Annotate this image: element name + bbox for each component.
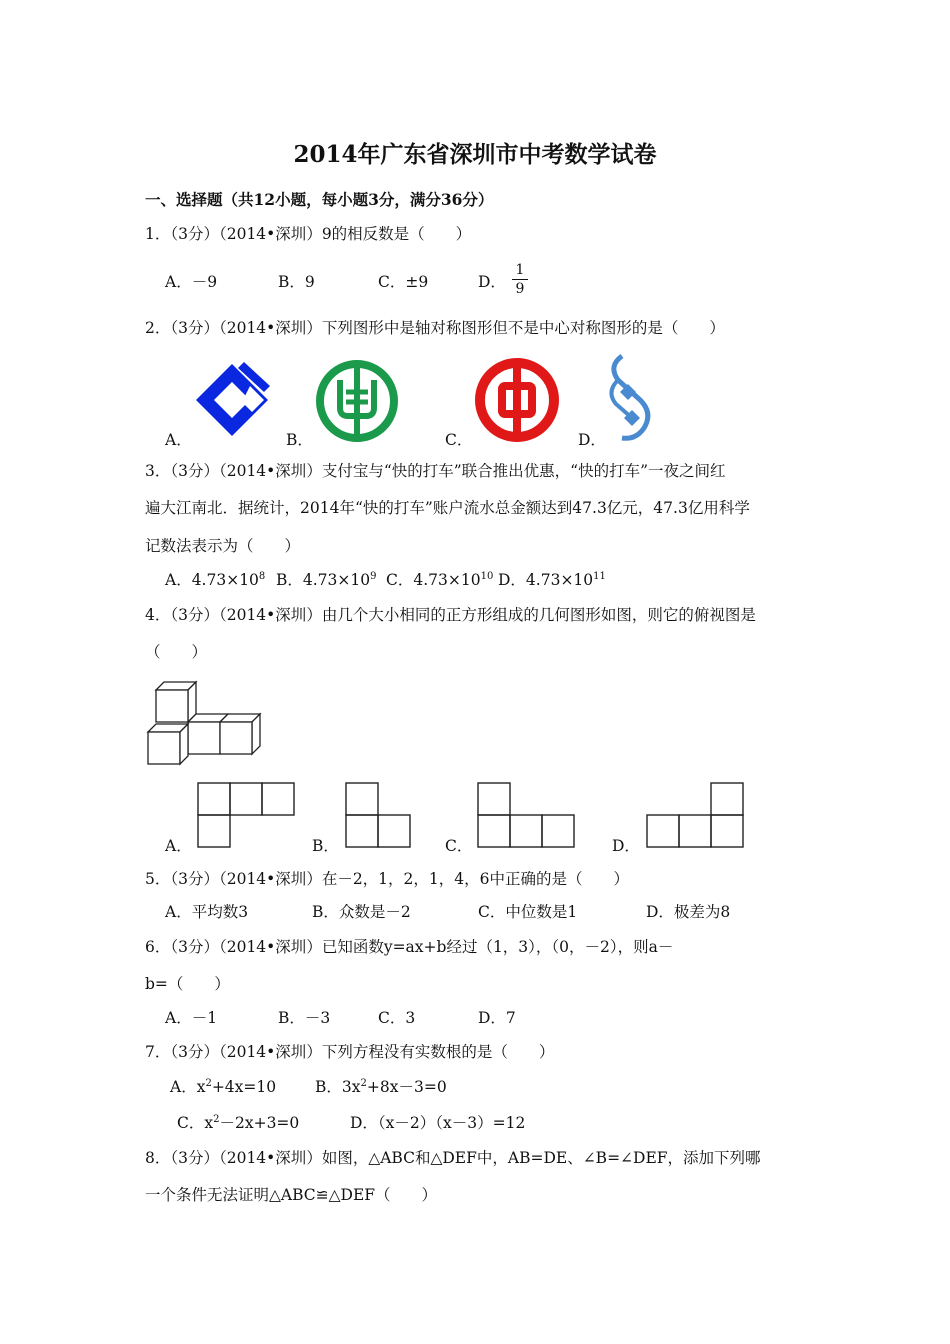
q4-stem-line2: （ ） <box>145 643 208 661</box>
q5-stem: 5．（3分）（2014•深圳）在－2，1，2，1，4，6中正确的是（ ） <box>145 870 629 888</box>
q7-option-a: A．$x^2+4x=10$ <box>170 1078 277 1096</box>
q4-option-a: A． <box>165 837 192 855</box>
q5-option-b: B．众数是－2 <box>312 903 411 921</box>
q3-stem-line1: 3．（3分）（2014•深圳）支付宝与“快的打车”联合推出优惠，“快的打车”一夜之间红 <box>145 462 726 480</box>
q4-option-c: C． <box>445 837 473 855</box>
q4-option-c-figure <box>477 782 577 848</box>
q3-option-a: A．$4.73\times 10^8$ <box>165 571 266 589</box>
q3-stem-line3: 记数法表示为（ ） <box>145 537 301 555</box>
q3-option-d: D．$4.73\times 10^{11}$ <box>498 571 606 589</box>
q5-option-c: C．中位数是1 <box>478 903 578 921</box>
q5-option-a: A．平均数3 <box>165 903 249 921</box>
q1-option-c: C．±9 <box>378 273 429 291</box>
q1-option-a: A．－9 <box>165 273 218 291</box>
q6-option-d: D．7 <box>478 1009 516 1027</box>
s-diamond-logo-icon <box>604 352 664 446</box>
q1-option-d: D． <box>478 273 506 291</box>
agricultural-bank-logo-icon <box>314 358 400 444</box>
q1-option-d-fraction: 1 9 <box>512 262 528 297</box>
q6-stem-line2: b=（ ） <box>145 975 230 993</box>
q3-option-b: B．$4.73\times 10^9$ <box>276 571 377 589</box>
bank-of-communications-logo-icon <box>192 358 274 442</box>
page-title: 2014年广东省深圳市中考数学试卷 <box>293 141 657 168</box>
bank-of-china-logo-icon <box>472 356 562 444</box>
q8-stem-line2: 一个条件无法证明△ABC≌△DEF（ ） <box>145 1186 438 1204</box>
q6-option-a: A．－1 <box>165 1009 218 1027</box>
q4-option-a-figure <box>197 782 297 848</box>
q1-option-b: B．9 <box>278 273 315 291</box>
q4-option-d: D． <box>612 837 640 855</box>
q3-stem-line2: 遍大江南北．据统计，2014年“快的打车”账户流水总金额达到47.3亿元，47.3亿用科学 <box>145 499 750 517</box>
q7-stem: 7．（3分）（2014•深圳）下列方程没有实数根的是（ ） <box>145 1043 555 1061</box>
q2-option-b: B． <box>286 431 313 449</box>
q4-option-b-figure <box>345 782 413 848</box>
q7-option-b: B．$3x^2+8x-3=0$ <box>315 1078 447 1096</box>
q4-stem-line1: 4．（3分）（2014•深圳）由几个大小相同的正方形组成的几何图形如图，则它的俯视图是 <box>145 606 756 624</box>
q7-option-c: C．$x^2-2x+3=0$ <box>177 1114 300 1132</box>
q3-option-c: C．$4.73\times 10^{10}$ <box>386 571 494 589</box>
q5-option-d: D．极差为8 <box>646 903 731 921</box>
q2-option-a: A． <box>165 431 192 449</box>
q6-stem-line1: 6．（3分）（2014•深圳）已知函数y=ax+b经过（1，3），（0，－2），则a－ <box>145 938 674 956</box>
section-heading: 一、选择题（共12小题，每小题3分，满分36分） <box>145 190 494 209</box>
q2-option-d: D． <box>578 431 606 449</box>
q6-option-c: C．3 <box>378 1009 416 1027</box>
cube-stack-figure <box>144 678 266 768</box>
q4-option-b: B． <box>312 837 339 855</box>
q2-option-c: C． <box>445 431 473 449</box>
q8-stem-line1: 8．（3分）（2014•深圳）如图，△ABC和△DEF中，AB=DE、∠B=∠DEF，添加下列哪 <box>145 1149 761 1167</box>
q7-option-d: D．（x－2）（x－3）=12 <box>350 1114 526 1132</box>
q1-stem: 1．（3分）（2014•深圳）9的相反数是（ ） <box>145 225 472 243</box>
q2-stem: 2．（3分）（2014•深圳）下列图形中是轴对称图形但不是中心对称图形的是（ ） <box>145 319 725 337</box>
q4-option-d-figure <box>646 782 746 848</box>
q6-option-b: B．－3 <box>278 1009 331 1027</box>
